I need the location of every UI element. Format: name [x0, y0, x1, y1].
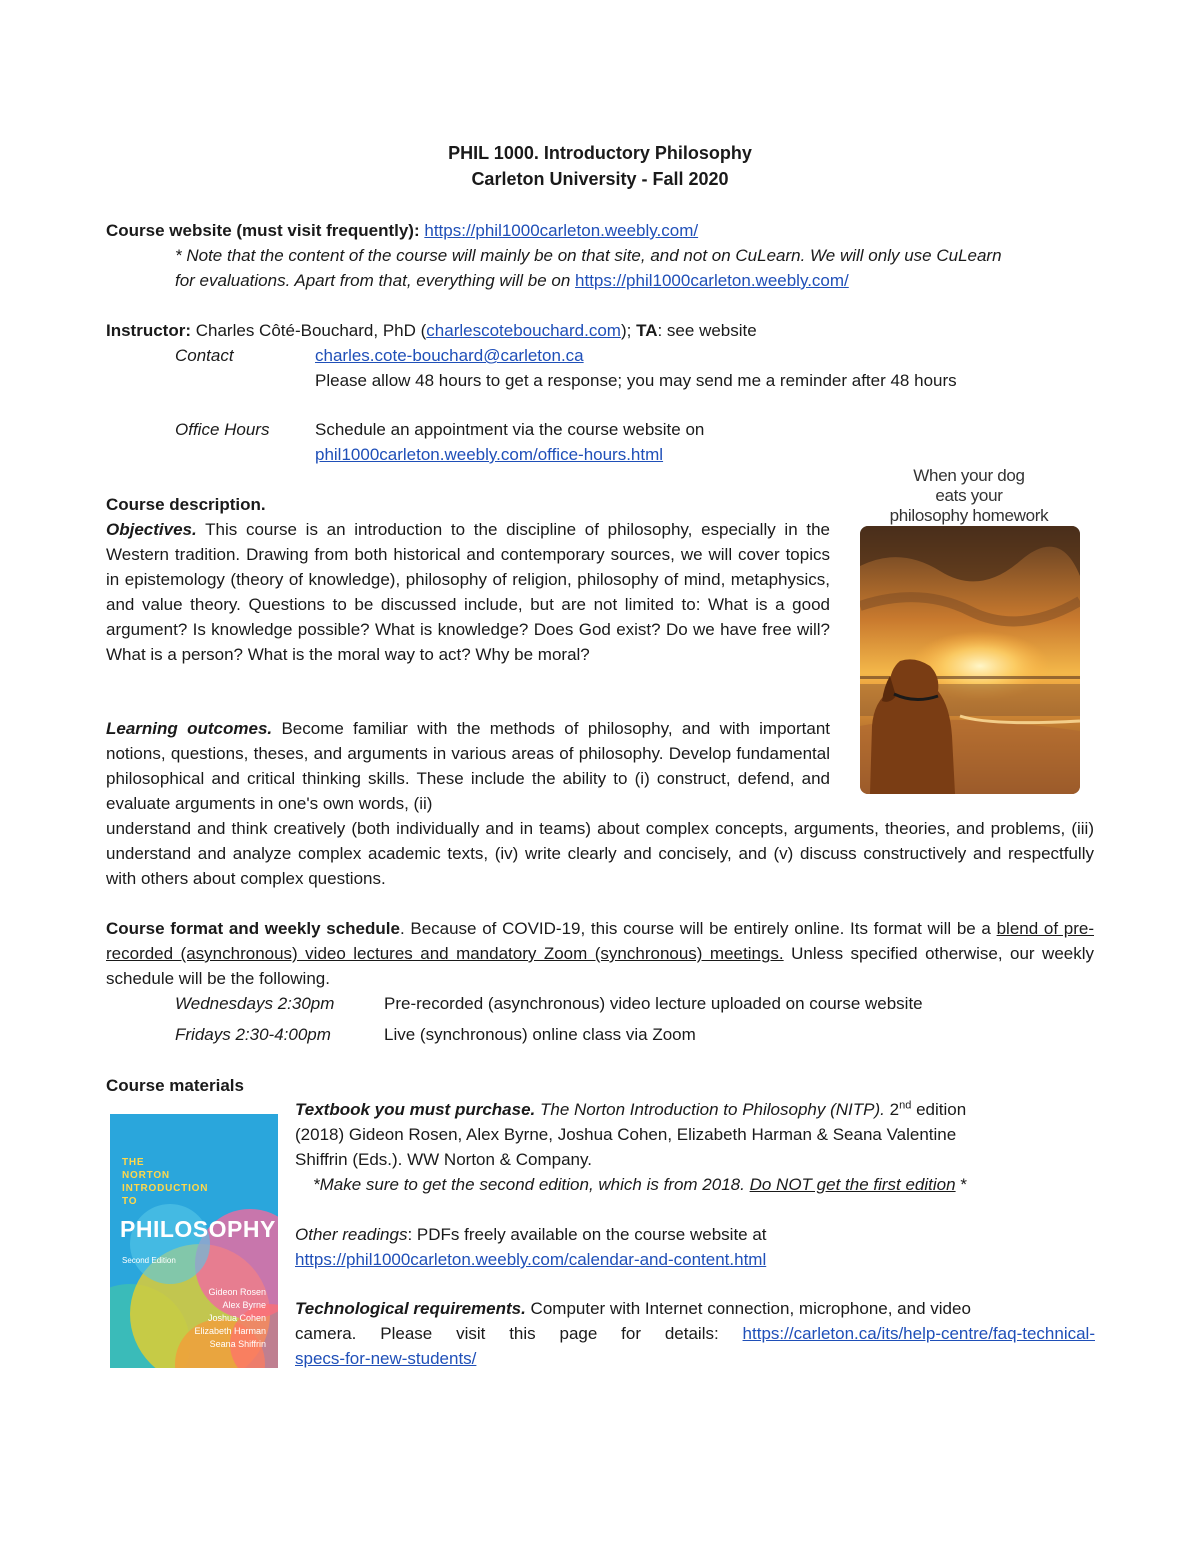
dog-sunset-photo: [860, 526, 1080, 794]
edition-sup: nd: [899, 1099, 912, 1112]
textbook-line-1: [295, 1097, 966, 1122]
tech-text-1: Computer with Internet connection, microphone, and video: [530, 1299, 971, 1318]
response-note: Please allow 48 hours to get a response; you may send me a reminder after 48 hours: [315, 371, 957, 390]
tech-line-2: [295, 1321, 1095, 1346]
outcomes-paragraph-2: [106, 816, 1094, 891]
course-title: PHIL 1000. Introductory Philosophy: [448, 143, 752, 163]
format-text-1: . Because of COVID-19, this course will be entirely online. Its format will be a: [399, 919, 991, 938]
book-small-title-4: TO: [122, 1196, 138, 1207]
website-link[interactable]: https://phil1000carleton.weebly.com/: [424, 221, 699, 240]
textbook-line-3: Shiffrin (Eds.). WW Norton & Company.: [295, 1150, 592, 1169]
instructor-close: );: [620, 321, 632, 340]
schedule-what-1: Pre-recorded (asynchronous) video lecture uploaded on course website: [384, 994, 923, 1013]
tech-specs-link-part-1[interactable]: https://carleton.ca/its/help-centre/faq-technical-: [742, 1324, 1095, 1343]
schedule-when-2: Fridays 2:30-4:00pm: [175, 1025, 331, 1044]
outcomes-text-1: Become familiar with the methods of philosophy, and with important notions, questions, theses, and arguments in various areas of philosophy. Develop fundamental philosophical and critical thinking skills. These include the ability to (i) construct, defend, and evaluate arguments in one's own words, (ii): [106, 719, 830, 813]
website-note-line-1: * Note that the content of the course will mainly be on that site, and not on CuLearn. We will only use CuLearn: [175, 246, 1002, 265]
edition-rest: edition: [916, 1100, 967, 1119]
materials-heading: Course materials: [106, 1076, 244, 1095]
warning-end: *: [960, 1175, 967, 1194]
book-authors: [194, 1286, 266, 1351]
office-hours-link[interactable]: phil1000carleton.weebly.com/office-hours.html: [315, 445, 664, 464]
website-label: Course website (must visit frequently):: [106, 221, 420, 240]
instructor-site-link[interactable]: charlescotebouchard.com: [426, 321, 621, 340]
website-note-text: for evaluations. Apart from that, everything will be on: [175, 271, 571, 290]
website-line: [106, 218, 698, 243]
book-author: Seana Shiffrin: [209, 1339, 266, 1349]
format-paragraph: [106, 916, 1094, 991]
ta-label: TA: [636, 321, 658, 340]
website-note-link[interactable]: https://phil1000carleton.weebly.com/: [575, 271, 849, 290]
book-author: Joshua Cohen: [207, 1313, 266, 1323]
dog-caption-line-2: eats your: [935, 486, 1003, 505]
tech-line-1: [295, 1296, 971, 1321]
tech-specs-link-part-2[interactable]: specs-for-new-students/: [295, 1349, 477, 1368]
university-term: Carleton University - Fall 2020: [471, 169, 729, 189]
other-readings-line: [295, 1222, 767, 1247]
format-text-2: Unless specified otherwise, our weekly schedule will be the following.: [106, 944, 1095, 988]
outcomes-label: Learning outcomes.: [106, 719, 273, 738]
objectives-paragraph: [106, 517, 830, 667]
ta-text: : see website: [657, 321, 757, 340]
dog-caption-line-3: philosophy homework: [889, 506, 1049, 525]
textbook-label: Textbook you must purchase.: [295, 1100, 536, 1119]
textbook-title: The Norton Introduction to Philosophy (NITP).: [539, 1100, 885, 1119]
format-underlined: blend of pre-recorded (asynchronous) video lectures and mandatory Zoom (synchronous) meetings.: [106, 919, 1094, 963]
objectives-label: Objectives.: [106, 520, 197, 539]
objectives-text: This course is an introduction to the discipline of philosophy, especially in the Western tradition. Drawing from both historical and contemporary sources, we will cover topics in epistemology (theory of knowledge), philosophy of religion, philosophy of mind, metaphysics, and value theory. Questions to be discussed include, but are not limited to: What is a good argument? Is knowledge possible? What is knowledge? Does God exist? Do we have free will? What is a person? What is the moral way to act? Why be moral?: [106, 520, 830, 664]
book-author: Alex Byrne: [222, 1300, 266, 1310]
dog-caption: [858, 466, 1080, 526]
email-link[interactable]: charles.cote-bouchard@carleton.ca: [315, 346, 584, 365]
instructor-label: Instructor:: [106, 321, 191, 340]
book-author: Elizabeth Harman: [194, 1326, 266, 1336]
contact-label: Contact: [175, 346, 234, 365]
book-small-title-1: THE: [122, 1157, 145, 1168]
outcomes-text-2: understand and think creatively (both individually and in teams) about complex concepts, arguments, theories, and problems, (iii) understand and analyze complex academic texts, (iv) write clearly and concisely, and (v) discuss constructively and respectfully with others about complex questions.: [106, 819, 1094, 888]
tech-label: Technological requirements.: [295, 1299, 526, 1318]
edition-num: 2: [889, 1100, 900, 1119]
other-readings-label: Other readings: [295, 1225, 408, 1244]
format-heading: Course format and weekly schedule: [106, 919, 400, 938]
textbook-line-2: (2018) Gideon Rosen, Alex Byrne, Joshua Cohen, Elizabeth Harman & Seana Valentine: [295, 1125, 957, 1144]
book-small-title: [122, 1156, 208, 1208]
warning-start: *Make sure to get the second edition, which is from 2018.: [313, 1175, 745, 1194]
book-small-title-2: NORTON: [122, 1170, 170, 1181]
description-heading: Course description.: [106, 495, 266, 514]
other-readings-text: : PDFs freely available on the course website at: [407, 1225, 767, 1244]
dog-caption-line-1: When your dog: [913, 466, 1025, 485]
outcomes-paragraph-1: [106, 716, 830, 816]
office-hours-text: Schedule an appointment via the course website on: [315, 420, 705, 439]
tech-text-2: camera. Please visit this page for details:: [295, 1324, 719, 1343]
instructor-line: [106, 318, 757, 343]
office-hours-label: Office Hours: [175, 420, 270, 439]
warning-underlined: Do NOT get the first edition: [749, 1175, 956, 1194]
edition-warning: [313, 1172, 967, 1197]
instructor-name: Charles Côté-Bouchard, PhD (: [195, 321, 427, 340]
book-edition: Second Edition: [122, 1256, 176, 1265]
schedule-what-2: Live (synchronous) online class via Zoom: [384, 1025, 696, 1044]
schedule-when-1: Wednesdays 2:30pm: [175, 994, 335, 1013]
calendar-content-link[interactable]: https://phil1000carleton.weebly.com/calendar-and-content.html: [295, 1250, 767, 1269]
book-author: Gideon Rosen: [208, 1287, 266, 1297]
book-big-title: PHILOSOPHY: [120, 1216, 276, 1242]
dog-meme-image: [858, 464, 1080, 794]
book-small-title-3: INTRODUCTION: [122, 1183, 209, 1194]
website-note-line-2: [175, 268, 849, 293]
textbook-cover-image: [110, 1114, 278, 1368]
